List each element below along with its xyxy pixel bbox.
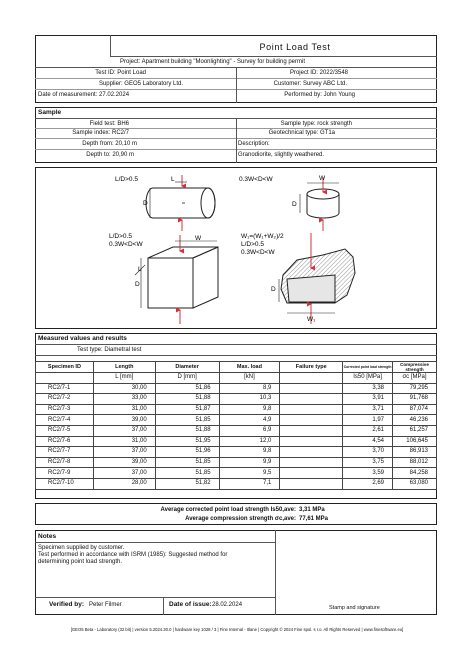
test-geometry-figure [35, 167, 437, 329]
table-cell: RC2/7-7 [36, 447, 94, 458]
table-cell: 9,8 [219, 404, 280, 415]
col-failure: Failure type [280, 362, 343, 373]
table-cell: 61,257 [393, 425, 437, 436]
table-cell: RC2/7-1 [36, 383, 94, 394]
table-cell [280, 436, 343, 447]
verified-name: Peter Filmer [89, 602, 122, 608]
axial-cylinder-diagram [300, 177, 339, 231]
unit-failure [280, 373, 343, 384]
unit-sigma: σc [MPa] [393, 373, 437, 384]
table-cell: 1,97 [343, 415, 393, 426]
table-cell [280, 415, 343, 426]
unit-is50: Is50 [MPa] [343, 373, 393, 384]
W-label-1: W [319, 175, 326, 182]
table-cell: RC2/7-6 [36, 436, 94, 447]
table-cell: 51,88 [155, 425, 219, 436]
block-diagram [135, 235, 218, 324]
table-cell: 51,86 [155, 383, 219, 394]
table-cell: 51,87 [155, 404, 219, 415]
table-cell [280, 468, 343, 479]
table-row [36, 383, 437, 394]
table-cell: 6,9 [219, 425, 280, 436]
D-label-2: D [292, 201, 297, 208]
col-specimen: Specimen ID [36, 362, 94, 373]
table-row [36, 436, 437, 447]
table-cell: 63,080 [393, 478, 437, 489]
table-row [36, 478, 437, 489]
field-test: Field test: BH6 [89, 121, 129, 127]
notes-line-3: determining point load strength. [38, 559, 123, 565]
test-type: Test type: Diametral test [77, 347, 142, 353]
table-cell: RC2/7-2 [36, 394, 94, 405]
w-range-label-3: 0.3W<D<W [241, 249, 275, 256]
table-cell: RC2/7-4 [36, 415, 94, 426]
issue-label: Date of issue: [169, 601, 212, 608]
table-cell: 51,85 [155, 468, 219, 479]
table-cell: 86,913 [393, 447, 437, 458]
table-row [36, 457, 437, 468]
table-cell: 9,5 [219, 468, 280, 479]
stamp-signature: Stamp and signature [329, 605, 380, 611]
L-label-2: L [138, 266, 142, 273]
table-row [36, 447, 437, 458]
table-cell [280, 404, 343, 415]
unit-maxload: [kN] [219, 373, 280, 384]
depth-from: Depth from: 20,10 m [82, 141, 137, 147]
table-cell: 37,00 [93, 425, 155, 436]
report-title: Point Load Test [259, 42, 331, 52]
notes-line-2: Test performed in accordance with ISRM (1985): Suggested method for [38, 552, 228, 558]
table-cell: 31,00 [93, 436, 155, 447]
table-cell: RC2/7-9 [36, 468, 94, 479]
test-id: Test ID: Point Load [95, 70, 146, 76]
table-cell: 3,59 [343, 468, 393, 479]
description-label: Description: [238, 141, 270, 147]
table-cell: 37,00 [93, 468, 155, 479]
description: Granodiorite, slightly weathered. [238, 152, 325, 158]
irregular-lump-diagram [279, 233, 355, 324]
table-units-row [36, 373, 437, 384]
table-cell: 30,00 [93, 383, 155, 394]
w-range-label: 0.3W<D<W [239, 176, 273, 183]
project-line: Project: Apartment building "Moonlighting" - Survey for building permit [120, 59, 306, 65]
project-id: Project ID: 2022/3548 [289, 70, 348, 76]
table-cell: RC2/7-5 [36, 425, 94, 436]
measured-heading: Measured values and results [38, 335, 127, 342]
results-table [35, 361, 437, 490]
L-label-1: L [171, 176, 175, 183]
table-cell: 31,00 [93, 404, 155, 415]
diametral-cylinder-diagram [146, 175, 215, 231]
ld-ratio-label-2: L/D>0.5 [109, 233, 132, 240]
table-cell: 46,236 [393, 415, 437, 426]
W-label-2: W [195, 235, 202, 242]
verified-label: Verified by: [49, 601, 85, 608]
table-cell: 87,074 [393, 404, 437, 415]
software-footer: [GEO5 Beta - Laboratory (32 bit) | version 5.2024.30.0 | hardware key 1028 / 3 | Fine Internal - Itlane | Copyright © 2024 Fine spol. s r.o. All Rights Reserved | www.finesoftware.eu] [70, 627, 404, 632]
table-row [36, 425, 437, 436]
table-cell: 51,88 [155, 394, 219, 405]
table-cell: 3,70 [343, 447, 393, 458]
table-cell [280, 457, 343, 468]
table-cell: 7,1 [219, 478, 280, 489]
table-cell: 3,38 [343, 383, 393, 394]
table-cell: 39,00 [93, 415, 155, 426]
unit-specimen [36, 373, 94, 384]
sample-heading: Sample [38, 109, 62, 116]
table-cell: 12,0 [219, 436, 280, 447]
table-cell: 106,645 [393, 436, 437, 447]
ld-ratio-label-3: L/D>0.5 [241, 241, 264, 248]
table-cell: 28,00 [93, 478, 155, 489]
table-cell [280, 478, 343, 489]
table-cell: 4,9 [219, 415, 280, 426]
table-cell: 51,82 [155, 478, 219, 489]
D-label-4: D [271, 286, 276, 293]
table-row [36, 394, 437, 405]
avg-sigma-value: 77,61 MPa [299, 516, 329, 522]
table-cell: 51,96 [155, 447, 219, 458]
table-cell: 9,8 [219, 447, 280, 458]
notes-heading: Notes [38, 533, 57, 540]
col-length: Length [93, 362, 155, 373]
table-cell: 10,3 [219, 394, 280, 405]
table-cell: 3,91 [343, 394, 393, 405]
sample-type: Sample type: rock strength [280, 121, 352, 127]
table-cell: 4,54 [343, 436, 393, 447]
table-cell: 51,85 [155, 457, 219, 468]
table-row [36, 404, 437, 415]
customer: Customer: Survey ABC Ltd. [273, 81, 347, 87]
avg-is50-value: 3,31 MPa [299, 507, 325, 513]
table-cell: 51,85 [155, 415, 219, 426]
table-cell: 2,61 [343, 425, 393, 436]
table-header-row [36, 362, 437, 373]
w-mean-label: W₁=(W₁+W₂)/2 [241, 233, 284, 240]
table-row [36, 415, 437, 426]
notes-line-1: Specimen supplied by customer. [38, 545, 125, 551]
issue-date: 28.02.2024 [212, 602, 243, 608]
table-cell: 88,012 [393, 457, 437, 468]
unit-diameter: D [mm] [155, 373, 219, 384]
table-cell: 91,768 [393, 394, 437, 405]
table-cell [280, 447, 343, 458]
col-sigma: Compressive strength [393, 362, 437, 373]
table-cell: RC2/7-10 [36, 478, 94, 489]
ld-ratio-label: L/D>0.5 [115, 176, 138, 183]
table-row [36, 468, 437, 479]
unit-length: L [mm] [93, 373, 155, 384]
table-cell: 51,95 [155, 436, 219, 447]
col-diameter: Diameter [155, 362, 219, 373]
table-cell: 79,295 [393, 383, 437, 394]
sample-index: Sample index: RC2/7 [72, 130, 129, 136]
col-maxload: Max. load [219, 362, 280, 373]
table-cell: 33,00 [93, 394, 155, 405]
col-is50: Corrected point load strength [343, 362, 393, 373]
avg-is50-label: Average corrected point load strength Is50,ave: [160, 507, 296, 513]
table-cell: 84,258 [393, 468, 437, 479]
table-cell: 3,75 [343, 457, 393, 468]
w-range-label-2: 0.3W<D<W [109, 241, 143, 248]
table-cell: RC2/7-3 [36, 404, 94, 415]
avg-sigma-label: Average compression strength σc,ave: [185, 516, 296, 522]
table-cell [280, 394, 343, 405]
table-cell [280, 383, 343, 394]
table-cell: 9,9 [219, 457, 280, 468]
D-label-1: D [143, 200, 148, 207]
supplier: Supplier: GEO5 Laboratory Ltd. [98, 81, 183, 87]
table-cell: 2,69 [343, 478, 393, 489]
performed-by: Performed by: John Young [284, 92, 355, 98]
table-cell: RC2/7-8 [36, 457, 94, 468]
table-cell: 37,00 [93, 447, 155, 458]
table-cell: 39,00 [93, 457, 155, 468]
W1-label: W₁ [307, 316, 316, 323]
table-cell: 3,71 [343, 404, 393, 415]
D-label-3: D [135, 281, 140, 288]
depth-to: Depth to: 20,90 m [86, 152, 134, 158]
table-cell [280, 425, 343, 436]
table-cell: 8,9 [219, 383, 280, 394]
geotechnical-type: Geotechnical type: GT1a [268, 130, 335, 136]
date-of-measurement: Date of measurement: 27.02.2024 [38, 92, 130, 98]
